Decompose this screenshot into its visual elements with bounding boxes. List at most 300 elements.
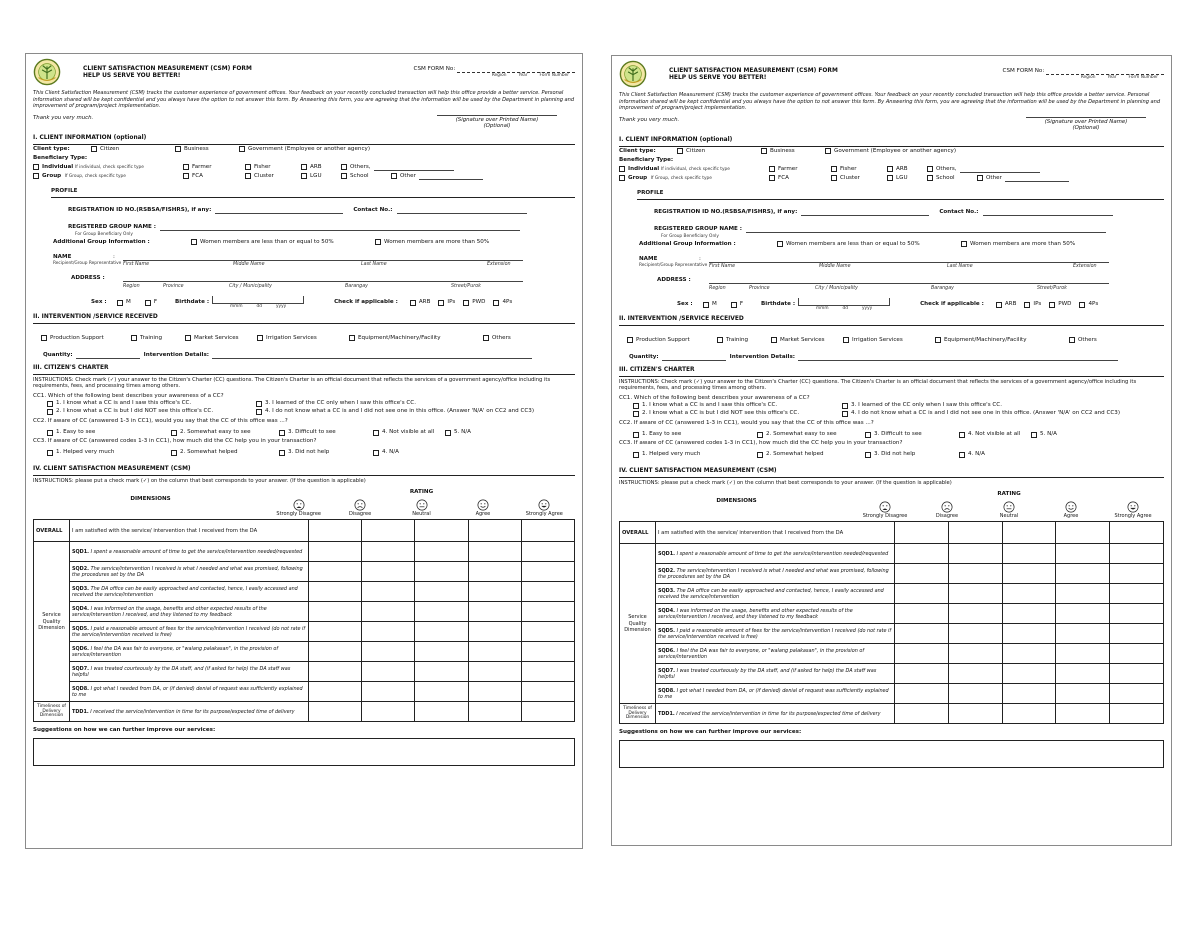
rating-cell[interactable] [1056,624,1110,644]
rating-cell[interactable] [309,702,362,722]
name-labels-row [639,264,1164,273]
checkbox[interactable] [831,166,837,172]
rating-cell[interactable] [362,662,415,682]
rating-cell[interactable] [1110,684,1164,704]
beneficiary-fisher[interactable] [831,166,873,173]
rating-cell[interactable] [895,522,949,544]
beneficiary-lgu[interactable] [887,175,913,182]
checkbox[interactable] [935,337,941,343]
checkbox[interactable] [842,411,848,417]
intervention-market-services[interactable] [771,337,835,344]
beneficiary-lgu[interactable] [301,173,327,180]
rating-cell[interactable] [948,604,1002,624]
checkbox[interactable] [33,173,39,179]
checkbox[interactable] [703,302,709,308]
checkbox[interactable] [175,146,181,152]
section-client-information-title: I. CLIENT INFORMATION (optional) [619,137,1164,147]
cc2-option-2[interactable] [757,431,851,438]
cc3-option-1[interactable] [47,449,157,456]
checkbox[interactable] [825,148,831,154]
rating-cell[interactable] [948,584,1002,604]
rating-cell[interactable] [468,642,521,662]
checkbox[interactable] [183,173,189,179]
beneficiary-school[interactable] [927,175,963,182]
rating-cell[interactable] [415,682,468,702]
cc2-option-5[interactable] [1031,431,1057,438]
checkbox[interactable] [410,300,416,306]
rating-cell[interactable] [362,642,415,662]
rating-cell[interactable] [468,562,521,582]
checkbox[interactable] [633,432,639,438]
beneficiary-group[interactable] [619,175,769,182]
rating-cell[interactable] [521,642,574,662]
checkbox[interactable] [887,175,893,181]
rating-cell[interactable] [309,542,362,562]
rating-cell[interactable] [521,662,574,682]
rating-cell[interactable] [468,622,521,642]
rating-cell[interactable] [1056,522,1110,544]
rating-cell[interactable] [1110,644,1164,664]
rating-cell[interactable] [309,662,362,682]
checkbox[interactable] [961,241,967,247]
check-ips[interactable] [438,299,455,306]
checkbox[interactable] [977,175,983,181]
checkbox[interactable] [256,409,262,415]
other-field[interactable] [419,173,483,180]
checkbox[interactable] [349,335,355,341]
rating-cell[interactable] [362,602,415,622]
beneficiary-school[interactable] [341,173,377,180]
checkbox[interactable] [731,302,737,308]
beneficiary-farmer[interactable] [183,164,231,171]
checkbox[interactable] [1024,302,1030,308]
rating-cell[interactable] [895,604,949,624]
rating-cell[interactable] [468,542,521,562]
checkbox[interactable] [341,164,347,170]
form-number-sublabel: Form Number [1128,75,1158,81]
rating-cell[interactable] [1110,704,1164,724]
rating-cell[interactable] [895,664,949,684]
rating-cell[interactable] [1056,644,1110,664]
contact-field[interactable] [397,207,527,214]
checkbox[interactable] [777,241,783,247]
rating-cell[interactable] [1056,604,1110,624]
intervention-training[interactable] [717,337,761,344]
checkbox[interactable] [279,430,285,436]
rating-cell[interactable] [1002,704,1056,724]
checkbox[interactable] [633,411,639,417]
client-type-citizen[interactable] [677,148,747,155]
rating-cell[interactable] [1056,664,1110,684]
cc3-option-3[interactable] [865,451,945,458]
rating-cell[interactable] [948,544,1002,564]
checkbox[interactable] [301,164,307,170]
intervention-production-support[interactable] [627,337,707,344]
rating-cell[interactable] [362,682,415,702]
rating-cell[interactable] [415,520,468,542]
checkbox[interactable] [1031,432,1037,438]
rating-cell[interactable] [415,582,468,602]
rating-cell[interactable] [1002,664,1056,684]
rating-cell[interactable] [895,704,949,724]
checkbox[interactable] [245,173,251,179]
rating-cell[interactable] [362,542,415,562]
checkbox[interactable] [493,300,499,306]
others-field[interactable] [960,166,1040,173]
cc1-option-4[interactable] [256,408,534,415]
beneficiary-farmer[interactable] [769,166,817,173]
cc2-question: CC2. If aware of CC (answered 1-3 in CC1), would you say that the CC of this office was ...? [619,419,874,426]
checkbox[interactable] [341,173,347,179]
check-4ps[interactable] [493,299,512,306]
rating-cell[interactable] [1002,624,1056,644]
cc3-option-4[interactable] [373,449,399,456]
beneficiary-individual[interactable] [619,166,769,173]
intervention-market-services[interactable] [185,335,249,342]
other-field[interactable] [1005,175,1069,182]
checkbox[interactable] [769,166,775,172]
beneficiary-cluster[interactable] [831,175,873,182]
name-field[interactable] [709,256,1109,263]
beneficiary-other[interactable] [977,175,1069,182]
intervention-others[interactable] [1069,337,1097,344]
beneficiary-fisher[interactable] [245,164,287,171]
check-pwd[interactable] [1049,301,1071,308]
intervention-others[interactable] [483,335,511,342]
rating-cell[interactable] [948,684,1002,704]
checkbox[interactable] [117,300,123,306]
name-field[interactable] [123,254,523,261]
checkbox[interactable] [91,146,97,152]
rating-cell[interactable] [1002,644,1056,664]
intervention-details-field[interactable] [798,354,1118,361]
rating-cell[interactable] [468,702,521,722]
checkbox[interactable] [627,337,633,343]
cc2-option-1[interactable] [47,429,157,436]
checkbox[interactable] [927,166,933,172]
name-label: NAME [53,253,72,260]
rating-cell[interactable] [309,582,362,602]
rating-cell[interactable] [362,582,415,602]
cc2-option-3[interactable] [865,431,945,438]
rating-cell[interactable] [895,624,949,644]
registered-group-field[interactable] [160,224,520,231]
rating-cell[interactable] [1110,604,1164,624]
check-4ps[interactable] [1079,301,1098,308]
checkbox[interactable] [279,450,285,456]
intervention-equipment[interactable] [349,335,467,342]
rating-cell[interactable] [895,564,949,584]
rating-cell[interactable] [521,520,574,542]
rating-cell[interactable] [1056,584,1110,604]
address-field-labels [709,286,1109,292]
rating-cell[interactable] [521,562,574,582]
checkbox[interactable] [619,175,625,181]
client-type-government[interactable] [239,146,370,153]
checkbox[interactable] [1049,302,1055,308]
check-ips[interactable] [1024,301,1041,308]
checkbox[interactable] [41,335,47,341]
checkbox[interactable] [256,401,262,407]
beneficiary-group[interactable] [33,173,183,180]
cc1-option-2[interactable] [47,408,242,415]
rating-cell[interactable] [468,662,521,682]
rating-cell[interactable] [415,562,468,582]
signature-block[interactable] [1026,117,1146,133]
cc1-option-1[interactable] [633,402,828,409]
intervention-irrigation-services[interactable] [257,335,337,342]
checkbox[interactable] [375,239,381,245]
checkbox[interactable] [887,166,893,172]
checkbox[interactable] [769,175,775,181]
beneficiary-arb[interactable] [887,166,913,173]
registration-field[interactable] [801,209,929,216]
birthdate-field[interactable] [798,298,890,312]
cc2-option-1[interactable] [633,431,743,438]
checkbox[interactable] [633,452,639,458]
rating-cell[interactable] [1110,564,1164,584]
women-more-option[interactable] [375,239,489,246]
rating-cell[interactable] [521,602,574,622]
csm-instructions: INSTRUCTIONS: please put a check mark (✓) on the column that best corresponds to your answer. (If the question is applicable) [619,479,952,486]
checkbox[interactable] [185,335,191,341]
women-more-option[interactable] [961,241,1075,248]
cc3-option-3[interactable] [279,449,359,456]
birthdate-box[interactable] [212,296,304,304]
signature-block[interactable] [437,115,557,131]
client-type-business[interactable] [175,146,225,153]
checkbox[interactable] [842,403,848,409]
rating-cell[interactable] [415,662,468,682]
checkbox[interactable] [239,146,245,152]
checkbox[interactable] [47,450,53,456]
rating-cell[interactable] [362,520,415,542]
rating-cell[interactable] [1002,604,1056,624]
women-less-option[interactable] [191,239,361,246]
checkbox[interactable] [619,166,625,172]
checkbox[interactable] [191,239,197,245]
sqd-row [620,684,1164,704]
checkbox[interactable] [47,430,53,436]
rating-cell[interactable] [521,702,574,722]
rating-cell[interactable] [468,582,521,602]
checkbox[interactable] [47,409,53,415]
rating-cell[interactable] [415,702,468,722]
checkbox[interactable] [301,173,307,179]
birthdate-box[interactable] [798,298,890,306]
sad-face-icon [941,501,953,513]
cc3-option-1[interactable] [633,451,743,458]
others-field[interactable] [374,164,454,171]
rating-cell[interactable] [309,642,362,662]
intervention-irrigation-services[interactable] [843,337,923,344]
checkbox[interactable] [959,432,965,438]
rating-cell[interactable] [309,622,362,642]
client-type-government[interactable] [825,148,956,155]
rating-cell[interactable] [1110,584,1164,604]
checkbox[interactable] [171,450,177,456]
contact-field[interactable] [983,209,1113,216]
checkbox[interactable] [996,302,1002,308]
beneficiary-others[interactable] [927,166,1040,173]
intervention-training[interactable] [131,335,175,342]
rating-cell[interactable] [521,622,574,642]
rating-cell[interactable] [415,602,468,622]
rating-cell[interactable] [468,682,521,702]
checkbox[interactable] [761,148,767,154]
sex-male[interactable] [117,299,131,306]
checkbox[interactable] [831,175,837,181]
rating-cell[interactable] [415,542,468,562]
checkbox[interactable] [959,452,965,458]
rating-cell[interactable] [948,664,1002,684]
rating-cell[interactable] [1002,544,1056,564]
quantity-field[interactable] [662,354,726,361]
registered-group-field[interactable] [746,226,1106,233]
checkbox[interactable] [843,337,849,343]
sex-female[interactable] [731,301,743,308]
client-type-citizen[interactable] [91,146,161,153]
cc3-option-2[interactable] [757,451,851,458]
intervention-details-field[interactable] [212,352,532,359]
rating-cell[interactable] [521,542,574,562]
checkbox[interactable] [927,175,933,181]
rating-cell[interactable] [1110,624,1164,644]
rating-cell[interactable] [1110,522,1164,544]
sex-female[interactable] [145,299,157,306]
checkbox[interactable] [257,335,263,341]
cc1-option-3[interactable] [256,400,416,407]
check-arb[interactable] [996,301,1017,308]
rating-cell[interactable] [415,622,468,642]
rating-cell[interactable] [1056,564,1110,584]
rating-cell[interactable] [1110,544,1164,564]
checkbox[interactable] [865,452,871,458]
birthdate-field[interactable] [212,296,304,310]
rating-cell[interactable] [468,520,521,542]
address-field[interactable] [123,275,523,282]
rating-cell[interactable] [362,702,415,722]
cc1-option-4[interactable] [842,410,1120,417]
beneficiary-fca[interactable] [183,173,231,180]
checkbox[interactable] [33,164,39,170]
rating-cell[interactable] [1002,684,1056,704]
cc2-option-3[interactable] [279,429,359,436]
rating-cell[interactable] [1002,584,1056,604]
rating-cell[interactable] [521,682,574,702]
beneficiary-fca[interactable] [769,175,817,182]
checkbox[interactable] [391,173,397,179]
checkbox[interactable] [245,164,251,170]
checkbox[interactable] [373,430,379,436]
cc3-option-4[interactable] [959,451,985,458]
checkbox[interactable] [373,450,379,456]
checkbox[interactable] [463,300,469,306]
beneficiary-individual[interactable] [33,164,183,171]
cc2-option-2[interactable] [171,429,265,436]
checkbox[interactable] [171,430,177,436]
rating-cell[interactable] [1056,544,1110,564]
sex-male[interactable] [703,301,717,308]
rating-cell[interactable] [415,642,468,662]
cc2-option-5[interactable] [445,429,471,436]
rating-cell[interactable] [362,562,415,582]
intervention-production-support[interactable] [41,335,121,342]
cc1-option-3[interactable] [842,402,1002,409]
cc2-option-4[interactable] [959,431,1021,438]
rating-cell[interactable] [948,704,1002,724]
checkbox[interactable] [131,335,137,341]
rating-cell[interactable] [948,522,1002,544]
checkbox[interactable] [757,432,763,438]
checkbox[interactable] [145,300,151,306]
checkbox[interactable] [1069,337,1075,343]
check-arb[interactable] [410,299,431,306]
checkbox[interactable] [757,452,763,458]
rating-cell[interactable] [309,520,362,542]
tdd-code: TDD1. [658,710,675,717]
checkbox[interactable] [183,164,189,170]
rating-cell[interactable] [895,584,949,604]
checkbox[interactable] [438,300,444,306]
beneficiary-others[interactable] [341,164,454,171]
rating-cell[interactable] [468,602,521,622]
registration-field[interactable] [215,207,343,214]
beneficiary-other[interactable] [391,173,483,180]
checkbox[interactable] [47,401,53,407]
cc3-option-2[interactable] [171,449,265,456]
checkbox[interactable] [865,432,871,438]
checkbox[interactable] [445,430,451,436]
checkbox[interactable] [1079,302,1085,308]
rating-cell[interactable] [1110,664,1164,684]
checkbox[interactable] [677,148,683,154]
cc1-option-2[interactable] [633,410,828,417]
rating-cell[interactable] [309,602,362,622]
rating-cell[interactable] [895,544,949,564]
rating-cell[interactable] [895,644,949,664]
address-field[interactable] [709,277,1109,284]
suggestions-box[interactable] [619,740,1164,768]
rating-cell[interactable] [1002,522,1056,544]
rating-cell[interactable] [309,682,362,702]
women-less-option[interactable] [777,241,947,248]
checkbox[interactable] [633,403,639,409]
rating-cell[interactable] [1002,564,1056,584]
cc2-option-4[interactable] [373,429,435,436]
rating-cell[interactable] [521,582,574,602]
suggestions-box[interactable] [33,738,575,766]
beneficiary-cluster[interactable] [245,173,287,180]
intervention-equipment[interactable] [935,337,1053,344]
check-pwd[interactable] [463,299,485,306]
rating-cell[interactable] [309,562,362,582]
rating-cell[interactable] [362,622,415,642]
rating-cell[interactable] [948,624,1002,644]
quantity-field[interactable] [76,352,140,359]
rating-cell[interactable] [948,564,1002,584]
checkbox[interactable] [483,335,489,341]
cc1-option-1[interactable] [47,400,242,407]
checkbox[interactable] [717,337,723,343]
rating-cell[interactable] [895,684,949,704]
rating-cell[interactable] [948,644,1002,664]
rating-cell[interactable] [1056,704,1110,724]
beneficiary-arb[interactable] [301,164,327,171]
checkbox[interactable] [771,337,777,343]
client-type-business[interactable] [761,148,811,155]
rating-cell[interactable] [1056,684,1110,704]
